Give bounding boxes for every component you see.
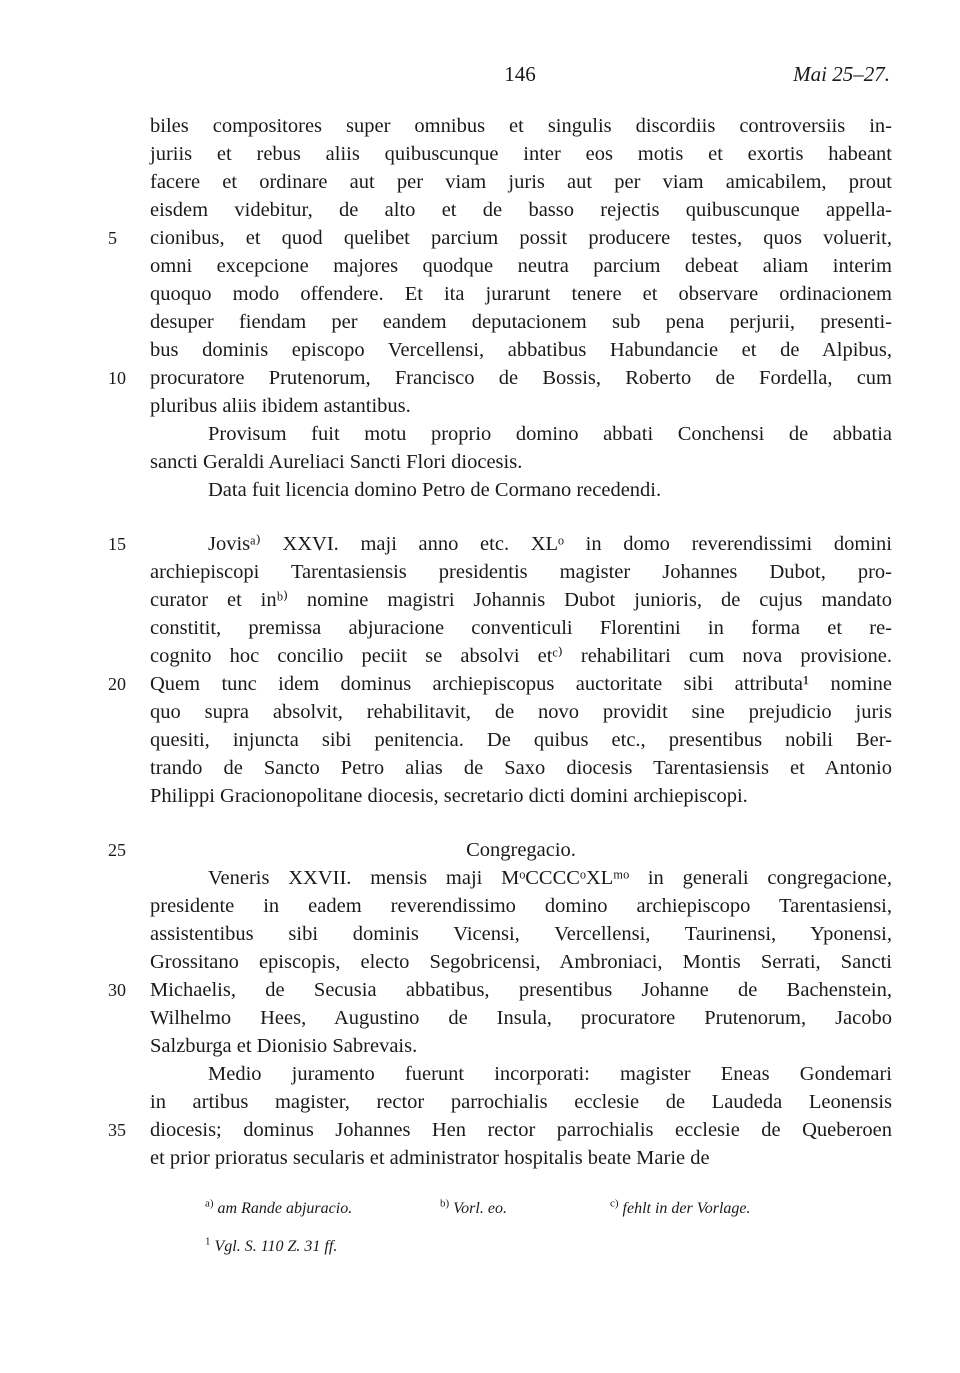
text-line xyxy=(150,642,892,670)
text-line xyxy=(150,252,892,280)
text-line xyxy=(150,754,892,782)
line-text: presidente in eadem reverendissimo domino archiepiscopo Tarentasiensi, xyxy=(150,895,892,917)
footnote-c: $^{c)}$ fehlt in der Vorlage. xyxy=(610,1197,751,1217)
line-text: Quem tunc idem dominus archiepiscopus auctoritate sibi attributa¹ nomine xyxy=(150,673,892,695)
text-line xyxy=(150,614,892,642)
section-heading xyxy=(108,836,892,864)
text-line xyxy=(150,892,892,920)
line-text: facere et ordinare aut per viam juris aut per viam amicabilem, prout xyxy=(150,171,892,193)
line-text: diocesis; dominus Johannes Hen rector parrochialis ecclesie de Queberoen xyxy=(150,1119,892,1141)
heading-text: Congregacio. xyxy=(466,839,576,861)
text-line xyxy=(108,530,892,558)
text-line xyxy=(150,1060,892,1088)
page-number: 146 xyxy=(504,62,536,86)
line-number: 20 xyxy=(108,674,126,694)
text-line xyxy=(150,140,892,168)
text-line xyxy=(150,948,892,976)
text-line xyxy=(150,448,892,476)
line-number: 25 xyxy=(108,840,126,860)
line-text: omni excepcione majores quodque neutra parcium debeat aliam interim xyxy=(150,255,892,277)
text-line xyxy=(108,670,892,698)
line-text: Jovisᵃ⁾ XXVI. maji anno etc. XLᵒ in domo reverendissimi domini xyxy=(208,533,892,555)
line-text: Grossitano episcopis, electo Segobricensi, Ambroniaci, Montis Serrati, Sancti xyxy=(150,951,892,973)
text-line xyxy=(108,224,892,252)
footnote-a: $^{a)}$ am Rande abjuracio. xyxy=(205,1197,353,1217)
paragraph-gap xyxy=(150,504,892,530)
line-number: 10 xyxy=(108,368,126,388)
text-line xyxy=(108,364,892,392)
text-line xyxy=(150,476,892,504)
line-text: assistentibus sibi dominis Vicensi, Vercellensi, Taurinensi, Yponensi, xyxy=(150,923,892,945)
text-line xyxy=(108,976,892,1004)
line-text: cionibus, et quod quelibet parcium possit producere testes, quos voluerit, xyxy=(150,227,892,249)
text-line xyxy=(150,782,892,810)
line-text: in artibus magister, rector parrochialis ecclesie de Laudeda Leonensis xyxy=(150,1091,892,1113)
line-text: eisdem videbitur, de alto et de basso rejectis quibuscunque appella- xyxy=(150,199,892,221)
line-text: Michaelis, de Secusia abbatibus, presentibus Johanne de Bachenstein, xyxy=(150,979,892,1001)
footnote-1: $^1$ Vgl. S. 110 Z. 31 ff. xyxy=(205,1235,338,1255)
text-line xyxy=(150,1032,892,1060)
text-line xyxy=(150,698,892,726)
line-text: Veneris XXVII. mensis maji MᵒCCCCᵒXLᵐᵒ in generali congregacione, xyxy=(208,867,892,889)
text-line xyxy=(150,586,892,614)
text-line xyxy=(150,420,892,448)
line-text: et prior prioratus secularis et administrator hospitalis beate Marie de xyxy=(150,1147,710,1169)
line-text: biles compositores super omnibus et singulis discordiis controversiis in- xyxy=(150,115,892,137)
line-number: 35 xyxy=(108,1120,126,1140)
text-line xyxy=(108,1116,892,1144)
text-line xyxy=(150,1004,892,1032)
text-line xyxy=(150,864,892,892)
text-line xyxy=(150,1144,892,1172)
line-text: constitit, premissa abjuracione conventiculi Florentini in forma et re- xyxy=(150,617,892,639)
document-body xyxy=(108,112,892,1172)
line-text: Medio juramento fuerunt incorporati: magister Eneas Gondemari xyxy=(208,1063,892,1085)
text-line xyxy=(150,920,892,948)
line-text: desuper fiendam per eandem deputacionem sub pena perjurii, presenti- xyxy=(150,311,892,333)
line-text: trando de Sancto Petro alias de Saxo diocesis Tarentasiensis et Antonio xyxy=(150,757,892,779)
line-text: cognito hoc concilio peciit se absolvi etᶜ⁾ rehabilitari cum nova provisione. xyxy=(150,645,892,667)
text-line xyxy=(150,112,892,140)
text-line xyxy=(150,280,892,308)
text-line xyxy=(150,558,892,586)
line-text: bus dominis episcopo Vercellensi, abbatibus Habundancie et de Alpibus, xyxy=(150,339,892,361)
line-number: 5 xyxy=(108,228,117,248)
line-text: quo supra absolvit, rehabilitavit, de novo providit sine prejudicio juris xyxy=(150,701,892,723)
line-text: curator et inᵇ⁾ nomine magistri Johannis Dubot junioris, de cujus mandato xyxy=(150,589,892,611)
line-text: quoquo modo offendere. Et ita jurarunt tenere et observare ordinacionem xyxy=(150,283,892,305)
line-text: pluribus aliis ibidem astantibus. xyxy=(150,395,411,417)
line-text: Data fuit licencia domino Petro de Cormano recedendi. xyxy=(208,479,662,501)
text-line xyxy=(150,308,892,336)
line-text: Provisum fuit motu proprio domino abbati Conchensi de abbatia xyxy=(208,423,892,445)
line-number: 15 xyxy=(108,534,126,554)
line-text: Philippi Gracionopolitane diocesis, secretario dicti domini archiepiscopi. xyxy=(150,785,748,807)
footnotes xyxy=(150,1197,892,1268)
text-line xyxy=(150,336,892,364)
line-text: Wilhelmo Hees, Augustino de Insula, procuratore Prutenorum, Jacobo xyxy=(150,1007,892,1029)
text-line xyxy=(150,168,892,196)
text-line xyxy=(150,392,892,420)
paragraph-gap xyxy=(150,810,892,836)
line-text: sancti Geraldi Aureliaci Sancti Flori diocesis. xyxy=(150,451,523,473)
text-line xyxy=(150,1088,892,1116)
text-line xyxy=(150,196,892,224)
line-text: quesiti, injuncta sibi penitencia. De quibus etc., presentibus nobili Ber- xyxy=(150,729,892,751)
running-head: Mai 25–27. xyxy=(793,62,890,86)
line-text: procuratore Prutenorum, Francisco de Bossis, Roberto de Fordella, cum xyxy=(150,367,892,389)
text-line xyxy=(150,726,892,754)
line-text: archiepiscopi Tarentasiensis presidentis magister Johannes Dubot, pro- xyxy=(150,561,892,583)
line-text: Salzburga et Dionisio Sabrevais. xyxy=(150,1035,418,1057)
page-header xyxy=(150,62,890,92)
footnote-b: $^{b)}$ Vorl. eo. xyxy=(440,1197,507,1217)
line-number: 30 xyxy=(108,980,126,1000)
line-text: juriis et rebus aliis quibuscunque inter eos motis et exortis habeant xyxy=(150,143,892,165)
